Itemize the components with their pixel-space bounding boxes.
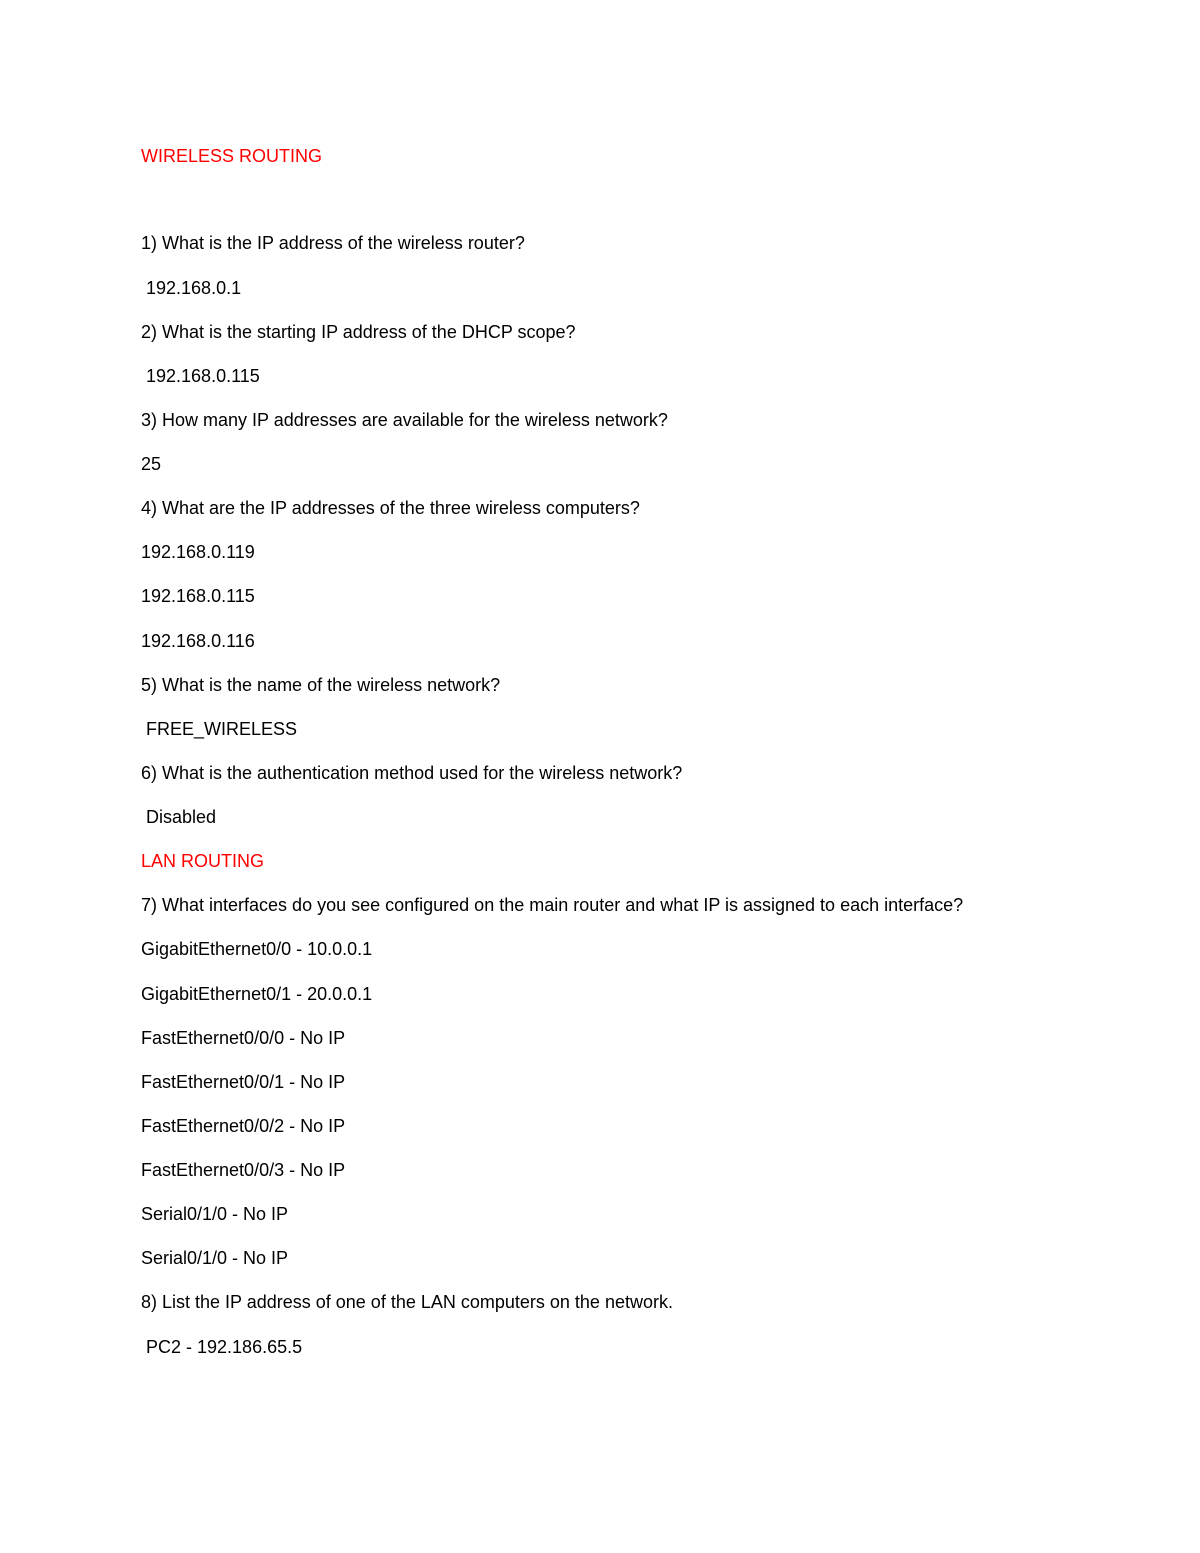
question-3: 3) How many IP addresses are available for the wireless network? bbox=[141, 410, 668, 430]
question-1: 1) What is the IP address of the wireless router? bbox=[141, 233, 525, 253]
question-5: 5) What is the name of the wireless network? bbox=[141, 675, 501, 695]
answer-7-1: GigabitEthernet0/0 - 10.0.0.1 bbox=[141, 939, 373, 959]
answer-7-5: FastEthernet0/0/2 - No IP bbox=[141, 1116, 346, 1136]
section-heading-wireless-routing: WIRELESS ROUTING bbox=[141, 146, 323, 166]
question-6: 6) What is the authentication method used for the wireless network? bbox=[141, 763, 683, 783]
answer-7-2: GigabitEthernet0/1 - 20.0.0.1 bbox=[141, 984, 373, 1004]
question-4: 4) What are the IP addresses of the three wireless computers? bbox=[141, 498, 640, 518]
answer-7-8: Serial0/1/0 - No IP bbox=[141, 1248, 289, 1268]
answer-8: PC2 - 192.186.65.5 bbox=[146, 1337, 303, 1357]
answer-4-3: 192.168.0.116 bbox=[141, 631, 255, 651]
answer-7-4: FastEthernet0/0/1 - No IP bbox=[141, 1072, 346, 1092]
question-7: 7) What interfaces do you see configured on the main router and what IP is assigned to each interface? bbox=[141, 895, 964, 915]
answer-7-7: Serial0/1/0 - No IP bbox=[141, 1204, 289, 1224]
answer-7-3: FastEthernet0/0/0 - No IP bbox=[141, 1028, 346, 1048]
question-8: 8) List the IP address of one of the LAN computers on the network. bbox=[141, 1292, 673, 1312]
answer-6: Disabled bbox=[146, 807, 217, 827]
answer-3: 25 bbox=[141, 454, 162, 474]
answer-7-6: FastEthernet0/0/3 - No IP bbox=[141, 1160, 346, 1180]
answer-2: 192.168.0.115 bbox=[146, 366, 260, 386]
section-heading-lan-routing: LAN ROUTING bbox=[141, 851, 265, 871]
answer-4-1: 192.168.0.119 bbox=[141, 542, 255, 562]
answer-1: 192.168.0.1 bbox=[146, 278, 242, 298]
answer-4-2: 192.168.0.115 bbox=[141, 586, 255, 606]
answer-5: FREE_WIRELESS bbox=[146, 719, 298, 739]
question-2: 2) What is the starting IP address of the DHCP scope? bbox=[141, 322, 576, 342]
